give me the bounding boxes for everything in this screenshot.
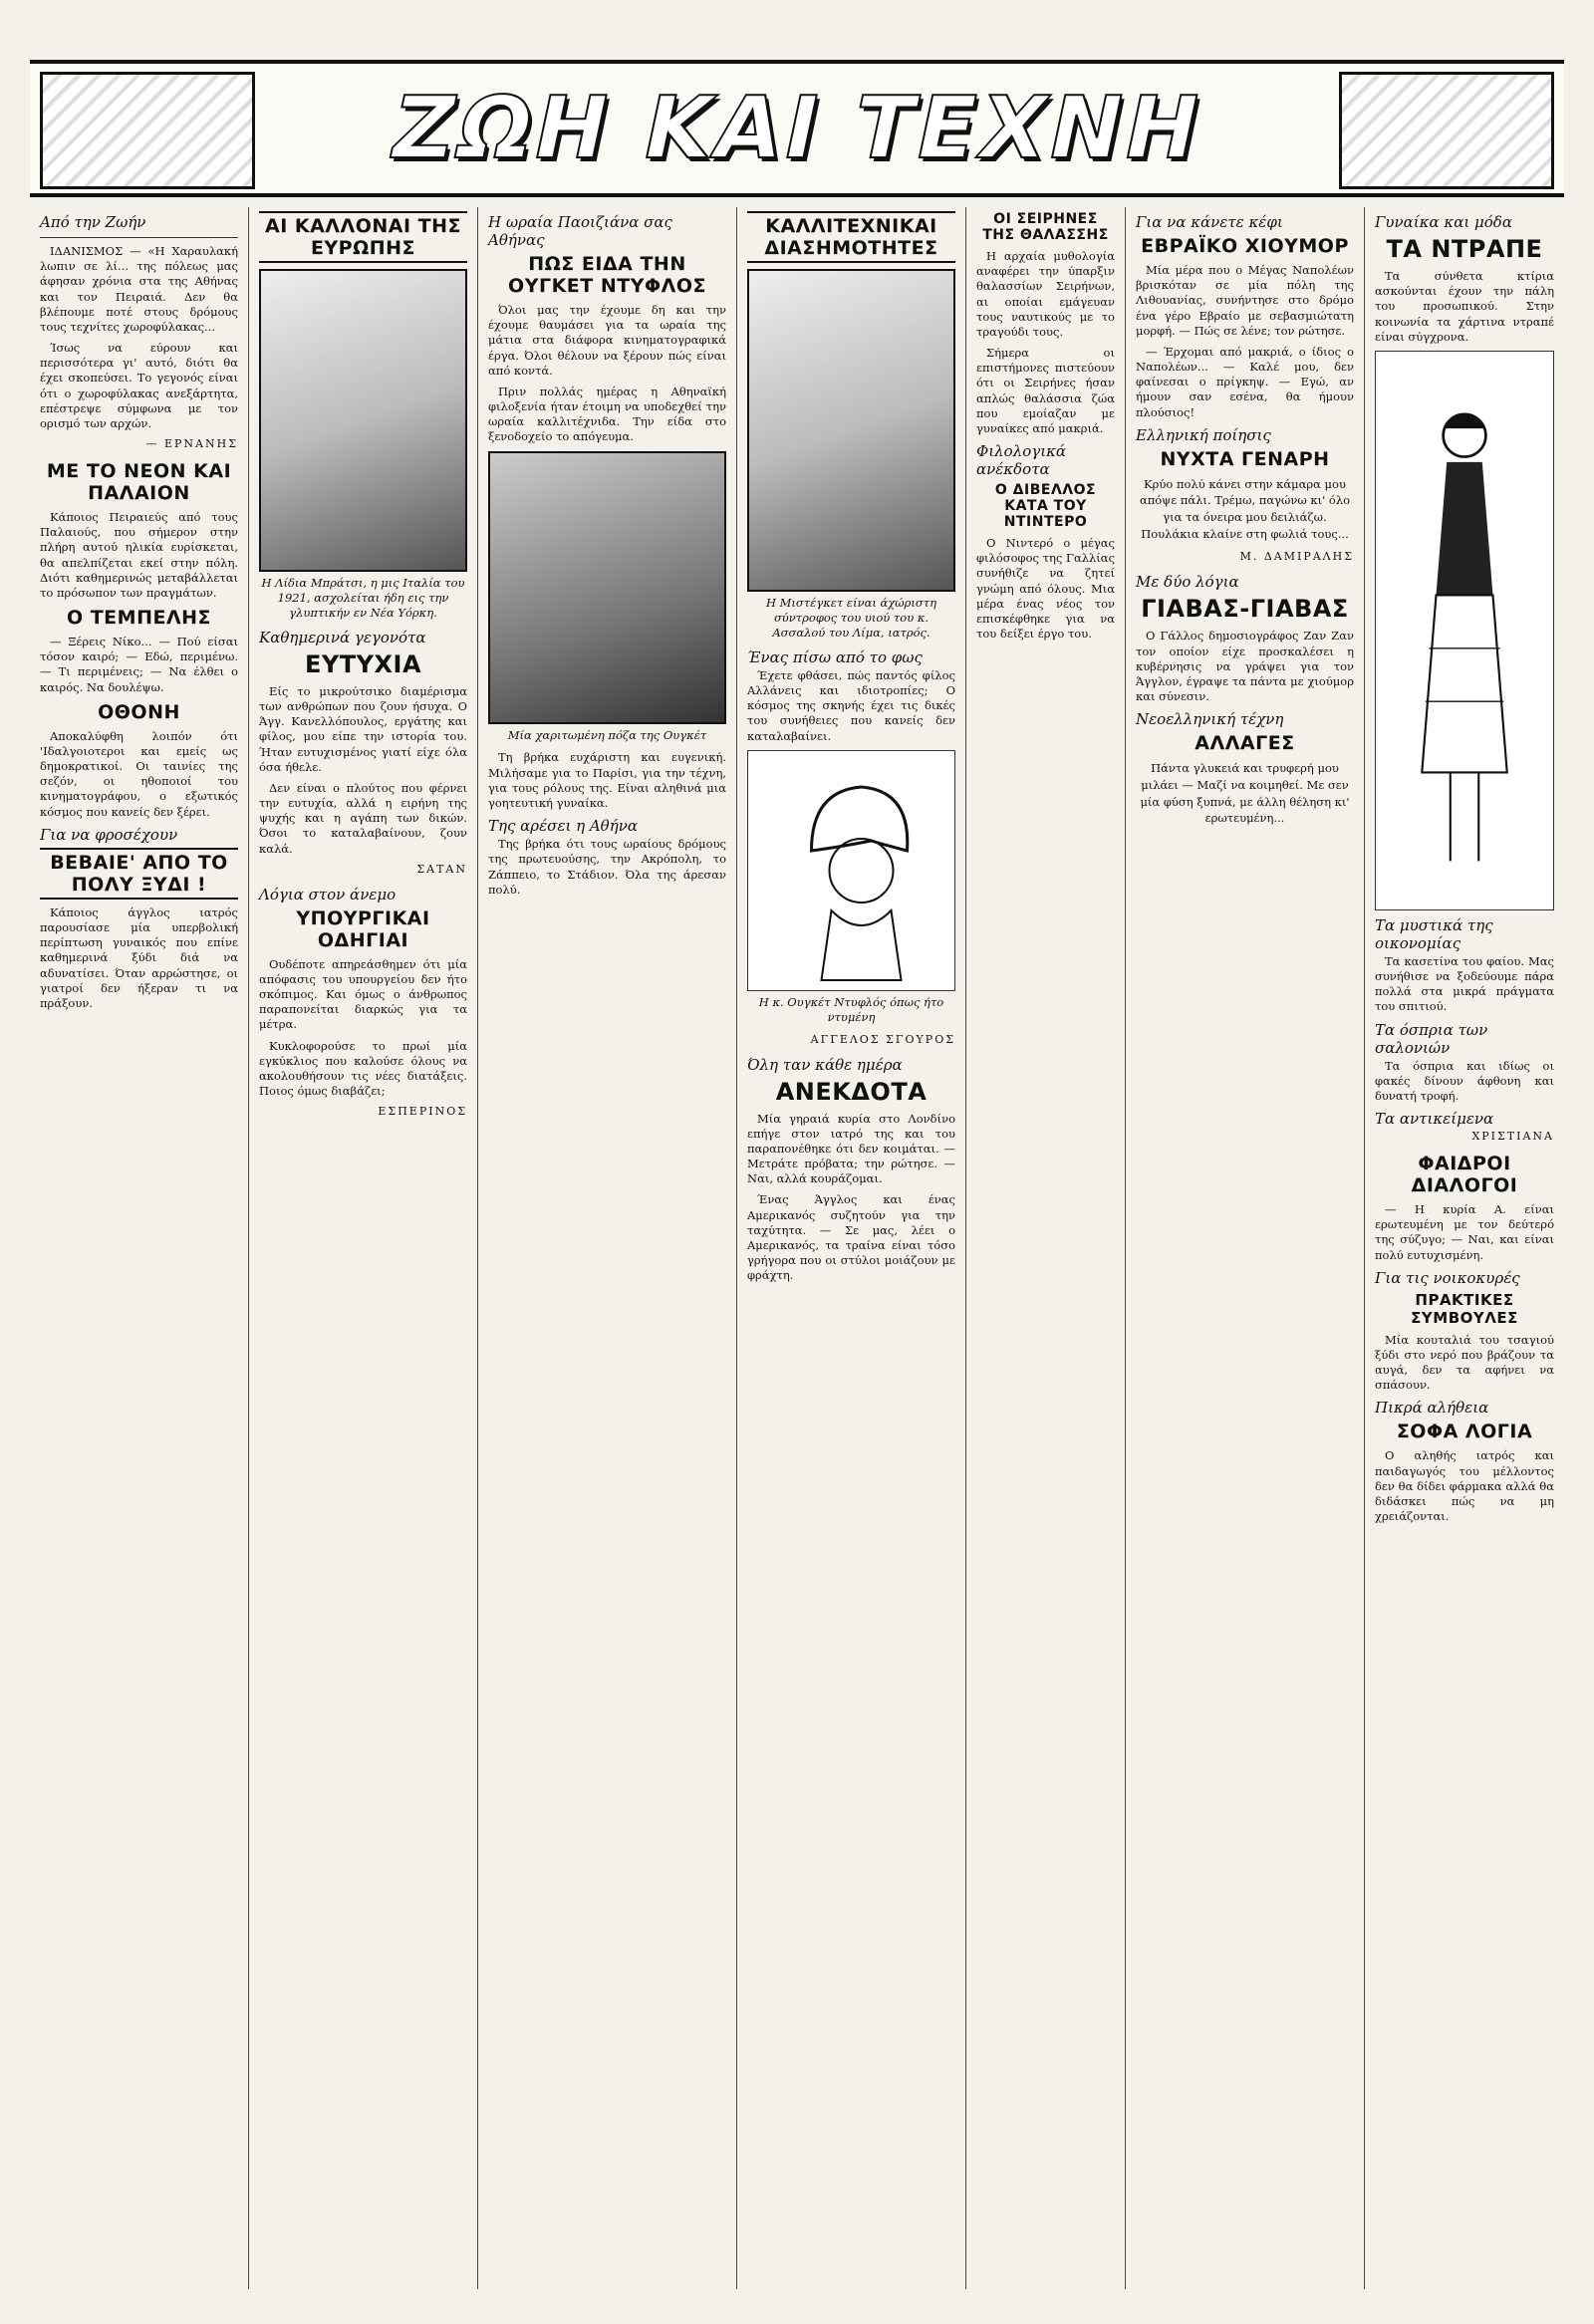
article-headline: ΕΒΡΑΪΚΟ ΧΙΟΥΜΟΡ: [1141, 235, 1349, 257]
section-kicker: Γυναίκα και μόδα: [1375, 213, 1512, 231]
article-text: — Ξέρεις Νίκο... — Πού είσαι τόσον καιρό; — Εδώ, περιμένω. — Τι περιμένεις; — Να έλθει ο καιρός. Να δουλέψω.: [40, 635, 238, 694]
section-kicker: Τα αντικείμενα: [1375, 1110, 1494, 1129]
article-text: Τα κασετίνα του φαίου. Μας συνήθισε να ξοδεύουμε πάρα πολλά στα μικρά πράγματα του σπιτιού.: [1375, 953, 1554, 1014]
sketch-caption: Η κ. Ουγκέτ Ντυφλός όπως ήτο ντυμένη: [758, 994, 944, 1024]
article-headline: ΜΕ ΤΟ ΝΕΟΝ ΚΑΙ ΠΑΛΑΙΟΝ: [46, 460, 232, 505]
column-7: [1365, 207, 1564, 2289]
article-text: Τη βρήκα ευχάριστη και ευγενική. Μιλήσαμε για το Παρίσι, για την τέχνη, για τους ρόλους της. Είναι αληθινά μια γοητευτική γυναίκα.: [488, 750, 726, 810]
article-text: Μία μέρα που ο Μέγας Ναπολέων βρισκόταν σε μία πόλη της Λιθουανίας, συνήντησε στο δρόμο ένα γέρο Εβραίο με σεβασμιώτατη μορφή. — Πώς σε λένε; τον ρώτησε.: [1136, 263, 1354, 338]
section-kicker: Για να φροσέχουν: [40, 825, 178, 844]
author-signature: ΧΡΙΣΤΙΑΝΑ: [1471, 1130, 1554, 1144]
article-text: Δεν είναι ο πλούτος που φέρνει την ευτυχία, αλλά η ειρήνη της ψυχής και η αγάπη των δικών. Όσοι το καταλαβαίνουν, ζουν καλά.: [259, 780, 467, 856]
section-kicker: Για να κάνετε κέφι: [1136, 213, 1283, 231]
article-text: Ο Νιντερό ο μέγας φιλόσοφος της Γαλλίας συνήθιζε να ζητεί γνώμη από όλους. Μια μέρα ένας νέος τον επισκέφθηκε για να του δείξει έργο του.: [976, 536, 1116, 642]
article-text: Μία κουταλιά του τσαγιού ξύδι στο νερό που βράζουν τα αυγά, δεν τα αφήνει να σπάσουν.: [1375, 1332, 1554, 1393]
section-kicker: Για τις νοικοκυρές: [1375, 1268, 1520, 1287]
section-kicker: Νεοελληνική τέχνη: [1136, 710, 1284, 729]
article-text: — Έρχομαι από μακριά, ο ίδιος ο Ναπολέων... — Καλέ μου, δεν φαίνεσαι ο πρίγκηψ. — Εγώ, αν ήμουν σαν εσένα, θα ήμουν πλούσιος!: [1136, 344, 1354, 419]
article-headline: ΠΡΑΚΤΙΚΕΣ ΣΥΜΒΟΥΛΕΣ: [1411, 1290, 1518, 1327]
article-text: Ο αληθής ιατρός και παιδαγωγός του μέλλοντος δεν θα δίδει φάρμακα αλλά θα διδάσκει πώς να μη χρειάζονται.: [1375, 1448, 1554, 1524]
article-text: Πριν πολλάς ημέρας η Αθηναϊκή φιλοξενία ήταν έτοιμη να υποδεχθεί την ωραία καλλιτέχνιδα. Την είδα στο ξενοδοχείο το απόγευμα.: [488, 384, 726, 444]
article-text: Ουδέποτε απηρεάσθημεν ότι μία απόφασις του υπουργείου δεν ήτο σκόπιμος. Και όμως ο άνθρωπος παραπονείται διαρκώς για τα μέτρα.: [259, 956, 467, 1032]
article-text: ΙΔΑΝΙΣΜΟΣ — «Η Χαραυλακή λωπιν σε λί... της πόλεως μας άφησαν χρόνια στα της Αθήνας και τον Πειραιά. Δεν θα βλέπουμε ποτέ στους δρόμους τους τεχνίτες χωροφύλακας...: [40, 244, 238, 334]
article-text: Μία γηραιά κυρία στο Λονδίνο επήγε στον ιατρό της και του παραπονέθηκε ότι δεν κοιμάται. — Μετράτε πρόβατα; την ρώτησε. — Ναι, αλλά κουράζομαι.: [747, 1111, 955, 1186]
masthead: [30, 60, 1564, 197]
article-text: Όλοι μας την έχουμε δη και την έχουμε θαυμάσει για τα ωραία της μάτια στα διάφορα κινηματογραφικά έργα. Όλοι θέλουν να ξέρουν πώς είναι από κοντά.: [488, 303, 726, 378]
column-4: [737, 207, 966, 2289]
portrait-photo: [259, 269, 467, 572]
article-text: Τα σύνθετα κτίρια ασκούνται έχουν την πάλη του προσωπικού. Στην κοινωνία τα χάρτινα ντραπέ είναι σύγχρονα.: [1375, 269, 1554, 344]
section-kicker: Πικρά αλήθεια: [1375, 1399, 1489, 1418]
author-signature: ΑΓΓΕΛΟΣ ΣΓΟΥΡΟΣ: [810, 1032, 955, 1046]
article-headline: ΤΑ ΝΤΡΑΠΕ: [1386, 235, 1543, 263]
section-kicker: Όλη ταν κάθε ημέρα: [747, 1055, 903, 1074]
article-text: Σήμερα οι επιστήμονες πιστεύουν ότι οι Σειρήνες ήσαν απλώς θαλάσσια ζώα που εμοίαζαν με γυναίκες από μακριά.: [976, 346, 1115, 435]
article-headline: ΝΥΧΤΑ ΓΕΝΑΡΗ: [1160, 447, 1330, 470]
section-kicker: Λόγια στον άνεμο: [259, 885, 397, 904]
article-headline: ΚΑΛΛΙΤΕΧΝΙΚΑΙ ΔΙΑΣΗΜΟΤΗΤΕΣ: [747, 211, 955, 263]
article-headline: ΒΕΒΑΙΕ' ΑΠΟ ΤΟ ΠΟΛΥ ΞΥΔΙ !: [40, 848, 238, 900]
poem-text: Πάντα γλυκειά και τρυφερή μου μιλάει — Μαζί να κοιμηθεί. Με σεν μία φύση ξυπνά, με άλλη θέληση κι' ερωτευμένη...: [1140, 761, 1350, 826]
newspaper-page: [30, 60, 1564, 2291]
masthead-illustration-right: [1339, 72, 1554, 189]
article-headline: ΕΥΤΥΧΙΑ: [304, 649, 422, 678]
article-headline: ΑΛΛΑΓΕΣ: [1195, 732, 1295, 755]
author-signature: ΕΣΠΕΡΙΝΟΣ: [378, 1105, 467, 1119]
article-text: Αποκαλύφθη λοιπόν ότι 'Ιδαλγοιοτεροι και εμείς ως δημοκρατικοί. Οι ταινίες της σεζόν, οι ηθοποιοί του κινηματογράφου, ο εξωτικός κόσμος που κανείς δεν ξέρει.: [40, 728, 238, 819]
divider: [40, 237, 238, 238]
article-text: — Η κυρία Α. είναι ερωτευμένη με τον δεύτερό της σύζυγο; — Ναι, και είναι πολύ ευτυχισμένη.: [1375, 1202, 1554, 1262]
section-kicker: Της αρέσει η Αθήνα: [488, 817, 638, 836]
article-headline: ΠΩΣ ΕΙΔΑ ΤΗΝ ΟΥΓΚΕΤ ΝΤΥΦΛΟΣ: [508, 253, 706, 297]
section-kicker: Με δύο λόγια: [1136, 573, 1239, 592]
masthead-illustration-left: [40, 72, 255, 189]
article-text: Κάποιος Πειραιεύς από τους Παλαιούς, που σήμερον στην πλήρη αυτού ηλικία ευρίσκεται, θα απελπίζεται εκεί στην πόλη. Διότι καθημερινώς μεταβάλλεται το πρόσωπον των πραγμάτων.: [40, 510, 238, 600]
column-6: [1126, 207, 1365, 2289]
article-headline: ΣΟΦΑ ΛΟΓΙΑ: [1396, 1420, 1533, 1443]
article-headline: ΟΘΟΝΗ: [98, 700, 180, 723]
masthead-title: ΖΩΗ ΚΑΙ ΤΕΧΝΗ: [382, 79, 1212, 178]
author-signature: Μ. ΔΑΜΙΡΑΛΗΣ: [1239, 550, 1354, 564]
group-photo: [747, 269, 955, 592]
article-headline: ΓΙΑΒΑΣ-ΓΙΑΒΑΣ: [1141, 595, 1349, 624]
section-kicker: Από την Ζωήν: [40, 213, 146, 231]
article-headline: ΥΠΟΥΡΓΙΚΑΙ ΟΔΗΓΙΑΙ: [296, 906, 430, 951]
article-headline: ΑΙ ΚΑΛΛΟΝΑΙ ΤΗΣ ΕΥΡΩΠΗΣ: [259, 211, 467, 263]
section-kicker: Ελληνική ποίησις: [1136, 425, 1271, 444]
column-5: [966, 207, 1126, 2289]
article-text: Τα όσπρια και ιδίως οι φακές δίνουν άφθονη και δυνατή τροφή.: [1375, 1058, 1554, 1103]
poem-text: Κρύο πολύ κάνει στην κάμαρα μου απόψε πάλι. Τρέμω, παγώνω κι' όλο για τα όνειρα μου δειλιάζω. Πουλάκια κλαίνε στη φωλιά τους...: [1139, 476, 1351, 541]
section-kicker: Τα όσπρια των σαλονιών: [1375, 1020, 1488, 1057]
article-text: Της βρήκα ότι τους ωραίους δρόμους της πρωτευούσης, την Ακρόπολη, το Ζάππειο, το Στάδιον. Όλα της άρεσαν πολύ.: [488, 837, 726, 897]
section-kicker: Καθημερινά γεγονότα: [259, 628, 426, 646]
article-headline: Ο ΤΕΜΠΕΛΗΣ: [66, 607, 212, 630]
article-text: Κυκλοφορούσε το πρωί μία εγκύκλιος που καλούσε όλους να ακολουθήσουν τις νέες διατάξεις. Ποιος όμως διαβάζει;: [259, 1038, 467, 1099]
author-signature: — ΕΡΝΑΝΗΣ: [145, 437, 238, 451]
columns: [30, 207, 1564, 2289]
portrait-photo: [488, 451, 726, 724]
fashion-sketch: [1375, 351, 1554, 910]
fashion-sketch: [747, 750, 955, 991]
article-text: Η αρχαία μυθολογία αναφέρει την ύπαρξιν θαλασσίων Σειρήνων, αι οποίαι εμάγευαν τους ναυτικούς με το τραγούδι τους.: [976, 249, 1115, 339]
section-kicker: Φιλολογικά ανέκδοτα: [976, 442, 1067, 479]
section-kicker: Ένας πίσω από το φως: [747, 647, 923, 666]
sketch-drawing: [1376, 352, 1553, 909]
author-signature: ΣΑΤΑΝ: [416, 862, 467, 876]
article-text: Είς το μικρούτσικο διαμέρισμα των ανθρώπων που ζουν ήσυχα. Ο Άγγ. Κανελλόπουλος, εργάτης και φίλος, μου είπε την ιστορία του. Ήταν ευτυχισμένος γιατί είχε όλα όσα ήθελε.: [259, 683, 467, 774]
photo-caption: Η Λίδια Μπράτσι, η μις Ιταλία του 1921, ασχολείται ήδη εις την γλυπτικήν εν Νέα Υόρκη.: [261, 576, 465, 620]
article-headline: ΟΙ ΣΕΙΡΗΝΕΣ ΤΗΣ ΘΑΛΑΣΣΗΣ: [982, 211, 1109, 243]
article-headline: ΦΑΙΔΡΟΙ ΔΙΑΛΟΓΟΙ: [1411, 1153, 1518, 1197]
article-text: Ο Γάλλος δημοσιογράφος Ζαν Ζαν τον οποίον είχε προσκαλέσει η κυβέρνησις να γράψει για τον Άγγλον, έγραψε τα πάντα με χιούμορ και σύνεσιν.: [1136, 629, 1354, 704]
article-text: Κάποιος άγγλος ιατρός παρουσίασε μία υπερβολική περίπτωση γυναικός που επίνε καθημερινά ξύδι διά να αδυνατίσει. Όταν αρρώστησε, οι γιατροί δεν ήξεραν τι να πράξουν.: [40, 904, 238, 1010]
section-kicker: Τα μυστικά της οικονομίας: [1375, 915, 1493, 952]
column-1: [30, 207, 249, 2289]
article-text: Ένας Άγγλος και ένας Αμερικανός συζητούν για την ταχύτητα. — Σε μας, λέει ο Αμερικανός, τα τραίνα είναι τόσο γρήγορα που οι στύλοι μοιάζουν με φράχτη.: [747, 1192, 955, 1283]
article-headline: Ο ΔΙΒΕΛΛΟΣ ΚΑΤΑ ΤΟΥ ΝΤΙΝΤΕΡΟ: [994, 482, 1097, 531]
column-2: [249, 207, 478, 2289]
sketch-drawing: [748, 751, 954, 990]
column-3: [478, 207, 737, 2289]
article-text: Ίσως να εύρουν και περισσότερα γι' αυτό, διότι θα έχει σκοπεύσει. Το γεγονός είναι ότι ο χωροφύλακας ανεξάρτητα, επέστρεψε σύμφωνα με τον ορισμό των αρχών.: [40, 341, 238, 430]
photo-caption: Η Μιστέγκετ είναι άχώριστη σύντροφος του υιού του κ. Ασσαλού του Λίμα, ιατρός.: [765, 596, 937, 640]
article-text: Έχετε φθάσει, πώς παντός φίλος Αλλάνεις και ιδιοτροπίες; Ο κόσμος της σκηνής έχει τις δικές του συνήθειες που κανείς δεν καταλαβαίνει.: [747, 667, 955, 743]
section-kicker: Η ωραία Παοιζιάνα σας Αθήνας: [488, 213, 672, 249]
article-headline: ΑΝΕΚΔΟΤΑ: [775, 1077, 928, 1106]
photo-caption: Μία χαριτωμένη πόζα της Ουγκέτ: [507, 727, 707, 742]
